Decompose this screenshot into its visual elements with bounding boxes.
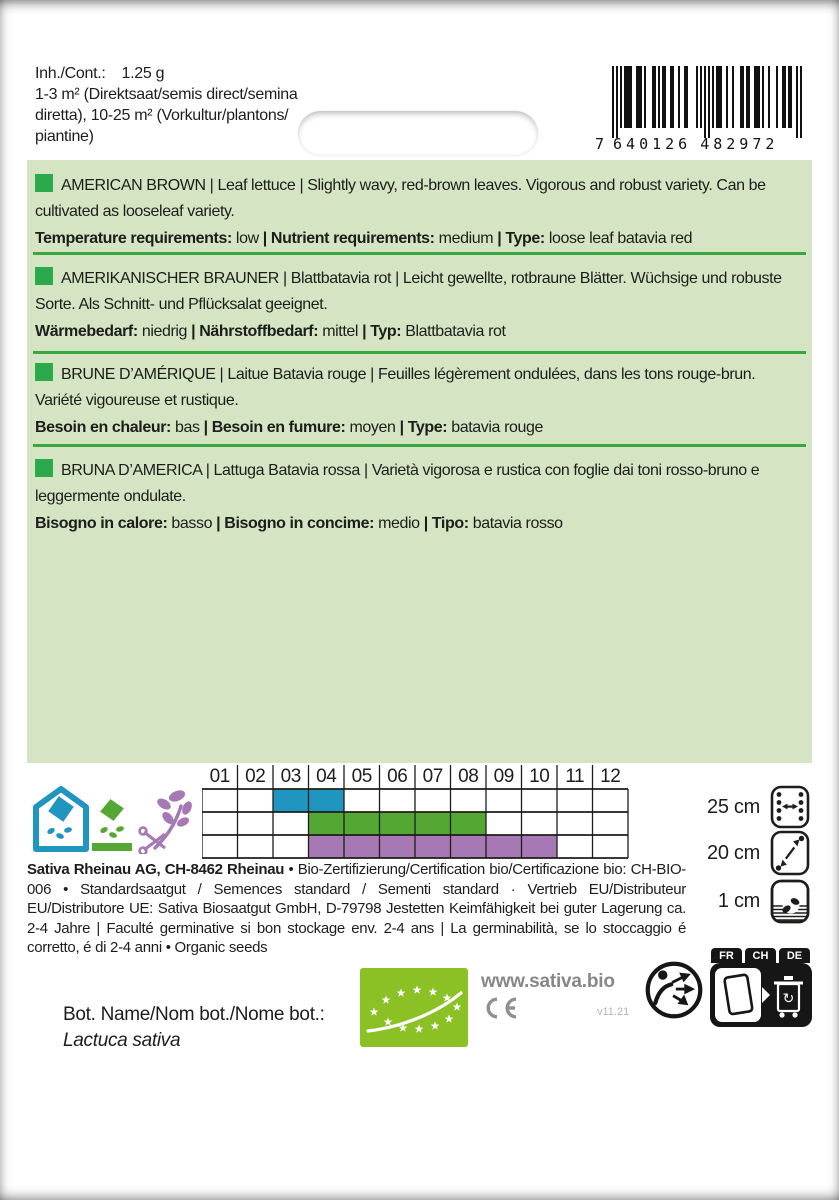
section-italian (35, 458, 804, 537)
svg-text:05: 05 (351, 766, 372, 787)
content-amount-value: 1.25 g (121, 65, 165, 82)
section-bullet-icon (35, 267, 53, 285)
disposal-pictogram (710, 963, 812, 1027)
section-german (35, 266, 804, 345)
print-version: v11.21 (597, 1006, 630, 1018)
eu-organic-logo (360, 968, 468, 1047)
sowing-depth-icon (770, 879, 810, 924)
row-spacing-icon (770, 785, 810, 829)
row-spacing (630, 784, 810, 830)
section-divider (33, 252, 806, 255)
packaging-disposal-label (710, 948, 812, 1032)
barcode-digit-group: 640126 (613, 135, 692, 153)
requirements-line: Temperature requirements: low | Nutrient requirements: medium | Type: loose leaf batavia red (35, 230, 693, 247)
section-bullet-icon (35, 174, 53, 192)
botanical-name-label: Bot. Name/Nom bot./Nome bot.: (63, 1004, 325, 1025)
requirements-line: Wärmebedarf: niedrig | Nährstoffbedarf: mittel | Typ: Blattbatavia rot (35, 323, 506, 340)
requirements-line: Besoin en chaleur: bas | Besoin en fumure: moyen | Type: batavia rouge (35, 419, 543, 436)
variety-description: BRUNA D’AMERICA | Lattuga Batavia rossa | Varietà vigorosa e rustica con foglie dai toni rosso-bruno e leggermente ondulate. (35, 462, 760, 505)
content-info (35, 63, 297, 147)
variety-description: AMERICAN BROWN | Leaf lettuce | Slightly wavy, red-brown leaves. Vigorous and robust variety. Can be cultivated as looseleaf variety. (35, 177, 766, 220)
coverage-line: diretta), 10-25 m² (Vorkultur/plantons/ (35, 107, 289, 124)
section-divider (33, 444, 806, 447)
variety-description: BRUNE D’AMÉRIQUE | Laitue Batavia rouge | Feuilles légèrement ondulées, dans les tons rouge-brun. Variété vigoureuse et rustique. (35, 366, 756, 409)
row-spacing-label: 25 cm (707, 795, 760, 818)
coverage-line: piantine) (35, 128, 94, 145)
svg-text:07: 07 (422, 766, 443, 787)
requirements-line: Bisogno in calore: basso | Bisogno in concime: medio | Tipo: batavia rosso (35, 515, 563, 532)
svg-text:03: 03 (280, 766, 301, 787)
svg-text:02: 02 (245, 766, 266, 787)
disposal-country-tabs (710, 948, 812, 963)
section-french (35, 362, 804, 441)
sowing-depth-label: 1 cm (717, 889, 760, 912)
section-bullet-icon (35, 363, 53, 381)
barcode-digit-group: 482972 (700, 135, 779, 153)
euro-hang-hole (298, 111, 538, 156)
svg-text:08: 08 (458, 766, 479, 787)
svg-text:04: 04 (316, 766, 337, 787)
website-url: www.sativa.bio (481, 971, 615, 992)
botanical-name-block (63, 1002, 325, 1054)
section-english (35, 173, 804, 252)
svg-text:10: 10 (529, 766, 550, 787)
variety-info-panel (27, 160, 812, 763)
svg-text:06: 06 (387, 766, 408, 787)
section-bullet-icon (35, 459, 53, 477)
sowing-calendar-table (202, 761, 629, 859)
greenhouse-sowing-icon (33, 786, 89, 852)
coverage-line: 1-3 m² (Direktsaat/semis direct/semina (35, 86, 298, 103)
botanical-name: Lactuca sativa (63, 1030, 181, 1051)
svg-text:11: 11 (565, 766, 585, 787)
content-amount-label: Inh./Cont.: (35, 65, 106, 82)
variety-description: AMERIKANISCHER BRAUNER | Blattbatavia rot | Leicht gewellte, rotbraune Blätter. Wüchsige und robuste Sorte. Als Schnitt- und Pflücksalat geeignet. (35, 270, 782, 313)
svg-text:09: 09 (493, 766, 514, 787)
ce-mark-icon (481, 997, 521, 1019)
ean-barcode-icon (612, 66, 802, 140)
harvest-icon (137, 786, 195, 854)
svg-text:12: 12 (600, 766, 621, 787)
ean-barcode-digits (595, 135, 778, 153)
svg-text:01: 01 (209, 766, 230, 787)
triman-recycling-icon (644, 960, 704, 1020)
plant-spacing-label: 20 cm (707, 841, 760, 864)
plant-spacing-icon (770, 830, 810, 876)
direct-sowing-icon (92, 797, 132, 851)
disposal-tab: FR (711, 948, 742, 963)
svg-text:↻: ↻ (782, 991, 795, 1007)
disposal-tab: CH (745, 948, 776, 963)
producer-info-text: Sativa Rheinau AG, CH-8462 Rheinau • Bio-Zertifizierung/Certification bio/Certificazione bio: CH-BIO-006 • Standardsaatgut / Semences standard / Sementi standard · Vertrieb EU/Distributeur EU/Distributore UE: Sativa Biosaatgut GmbH, D-79798 Jestetten Keimfähigkeit bei guter Lagerung ca. 2-4 Jahre | Faculté germinative si bon stockage env. 2-4 ans | La germinabilità, se lo stoccaggio é corretto, é di 2-4 anni • Organic seeds (27, 861, 687, 956)
disposal-tab: DE (779, 948, 810, 963)
barcode-digit-group: 7 (595, 135, 605, 153)
section-divider (33, 351, 806, 354)
